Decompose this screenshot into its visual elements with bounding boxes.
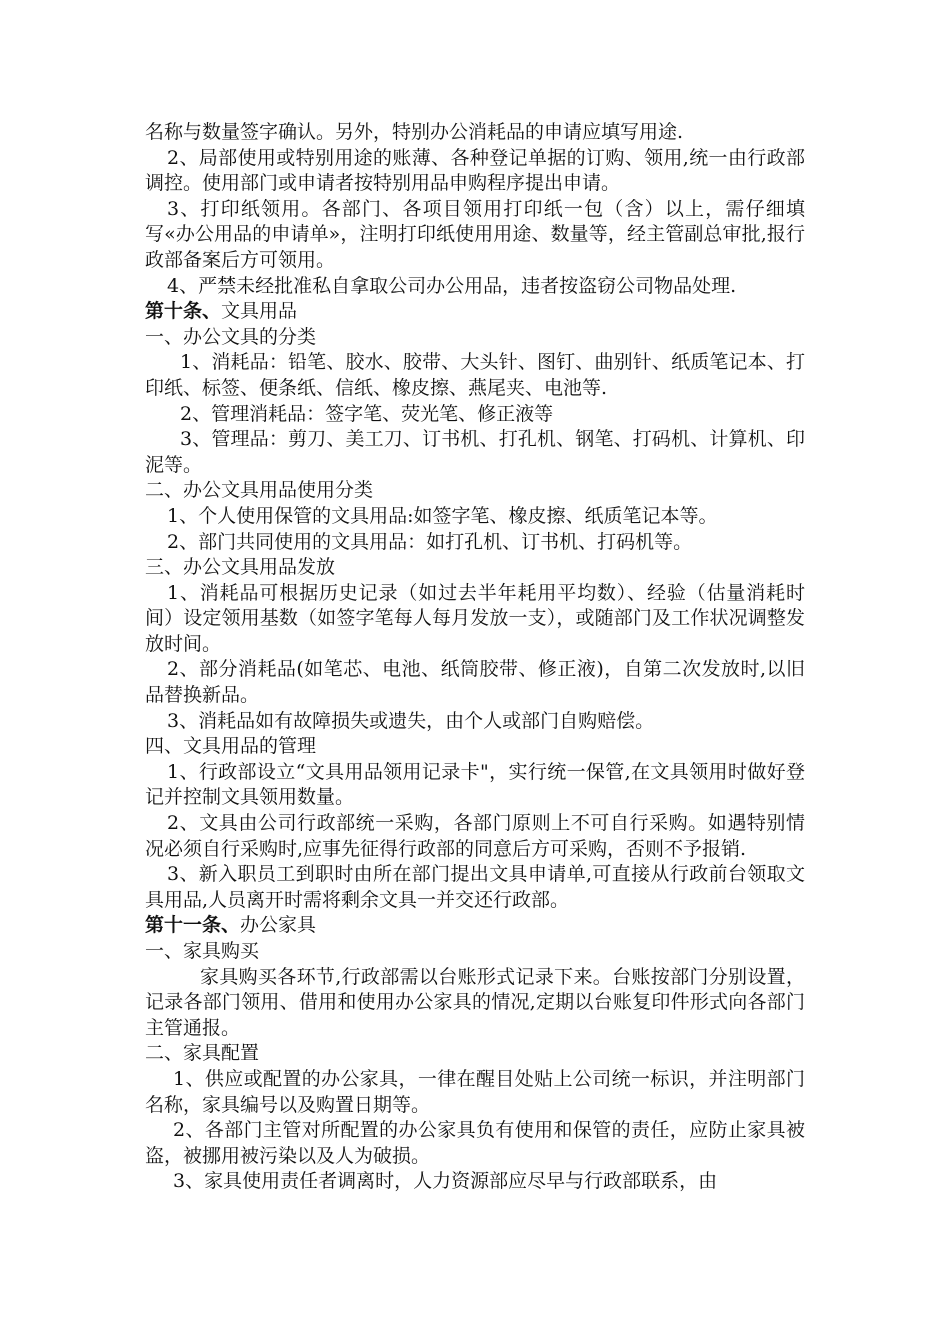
section-heading-furniture-purchase: 一、家具购买 (145, 940, 260, 962)
section-heading-1: 一、办公文具的分类 (145, 325, 317, 348)
paragraph-item: 1、个人使用保管的文具用品:如签字笔、橡皮擦、纸质笔记本等。 (167, 504, 718, 527)
article-11-number: 第十一条、 (145, 914, 241, 937)
article-11-heading (145, 913, 805, 939)
article-10-number: 第十条、 (145, 300, 222, 323)
paragraph-item-4: 4、严禁未经批准私自拿取公司办公用品，违者按盗窃公司物品处理. (167, 274, 737, 297)
document-page (145, 120, 805, 1195)
paragraph-item: 2、文具由公司行政部统一采购，各部门原则上不可自行采购。如遇特别情况必须自行采购时,应事先征得行政部的同意后方可采购，否则不予报销. (145, 812, 805, 860)
paragraph-item: 3、家具使用责任者调离时，人力资源部应尽早与行政部联系，由 (173, 1170, 718, 1193)
paragraph-item: 2、部分消耗品(如笔芯、电池、纸筒胶带、修正液)，自第二次发放时,以旧品替换新品。 (145, 658, 805, 707)
article-10-title: 文具用品 (221, 300, 298, 323)
paragraph-item: 1、消耗品：铅笔、胶水、胶带、大头针、图钉、曲别针、纸质笔记本、打印纸、标签、便条纸、信纸、橡皮擦、燕尾夹、电池等. (145, 351, 805, 399)
paragraph-item: 3、消耗品如有故障损失或遗失，由个人或部门自购赔偿。 (167, 709, 655, 732)
article-11-title: 办公家具 (240, 914, 317, 937)
section-heading-2: 二、办公文具用品使用分类 (145, 479, 374, 502)
paragraph-item: 2、各部门主管对所配置的办公家具负有使用和保管的责任，应防止家具被盗，被挪用被污染以及人为破损。 (145, 1119, 805, 1167)
section-heading-3: 三、办公文具用品发放 (145, 556, 336, 579)
paragraph-item: 1、供应或配置的办公家具，一律在醒目处贴上公司统一标识，并注明部门名称，家具编号以及购置日期等。 (145, 1067, 805, 1116)
paragraph-item: 3、管理品：剪刀、美工刀、订书机、打孔机、钢笔、打码机、计算机、印泥等。 (145, 428, 805, 476)
paragraph-item-2: 2、局部使用或特别用途的账薄、各种登记单据的订购、领用,统一由行政部调控。使用部门或申请者按特别用品申购程序提出申请。 (145, 146, 805, 195)
paragraph-continuation: 名称与数量签字确认。另外，特别办公消耗品的申请应填写用途. (145, 121, 684, 143)
paragraph-item: 1、行政部设立“文具用品领用记录卡"，实行统一保管,在文具领用时做好登记并控制文具领用数量。 (145, 760, 805, 809)
paragraph-item-3: 3、打印纸领用。各部门、各项目领用打印纸一包（含）以上，需仔细填写«办公用品的申请单»，注明打印纸使用用途、数量等，经主管副总审批,报行政部备案后方可领用。 (145, 197, 805, 271)
section-heading-furniture-config: 二、家具配置 (145, 1042, 260, 1065)
section-heading-4: 四、文具用品的管理 (145, 735, 317, 758)
paragraph-item: 1、消耗品可根据历史记录（如过去半年耗用平均数）、经验（估量消耗时间）设定领用基数（如签字笔每人每月发放一支），或随部门及工作状况调整发放时间。 (145, 581, 805, 655)
article-10-heading (145, 299, 805, 325)
paragraph-item: 2、管理消耗品：签字笔、荧光笔、修正液等 (180, 402, 554, 425)
paragraph-item: 3、新入职员工到职时由所在部门提出文具申请单,可直接从行政前台领取文具用品,人员离开时需将剩余文具一并交还行政部。 (145, 863, 805, 911)
paragraph-item: 家具购买各环节,行政部需以台账形式记录下来。台账按部门分别设置，记录各部门领用、借用和使用办公家具的情况,定期以台账复印件形式向各部门主管通报。 (145, 965, 805, 1039)
paragraph-item: 2、部门共同使用的文具用品：如打孔机、订书机、打码机等。 (167, 530, 693, 553)
